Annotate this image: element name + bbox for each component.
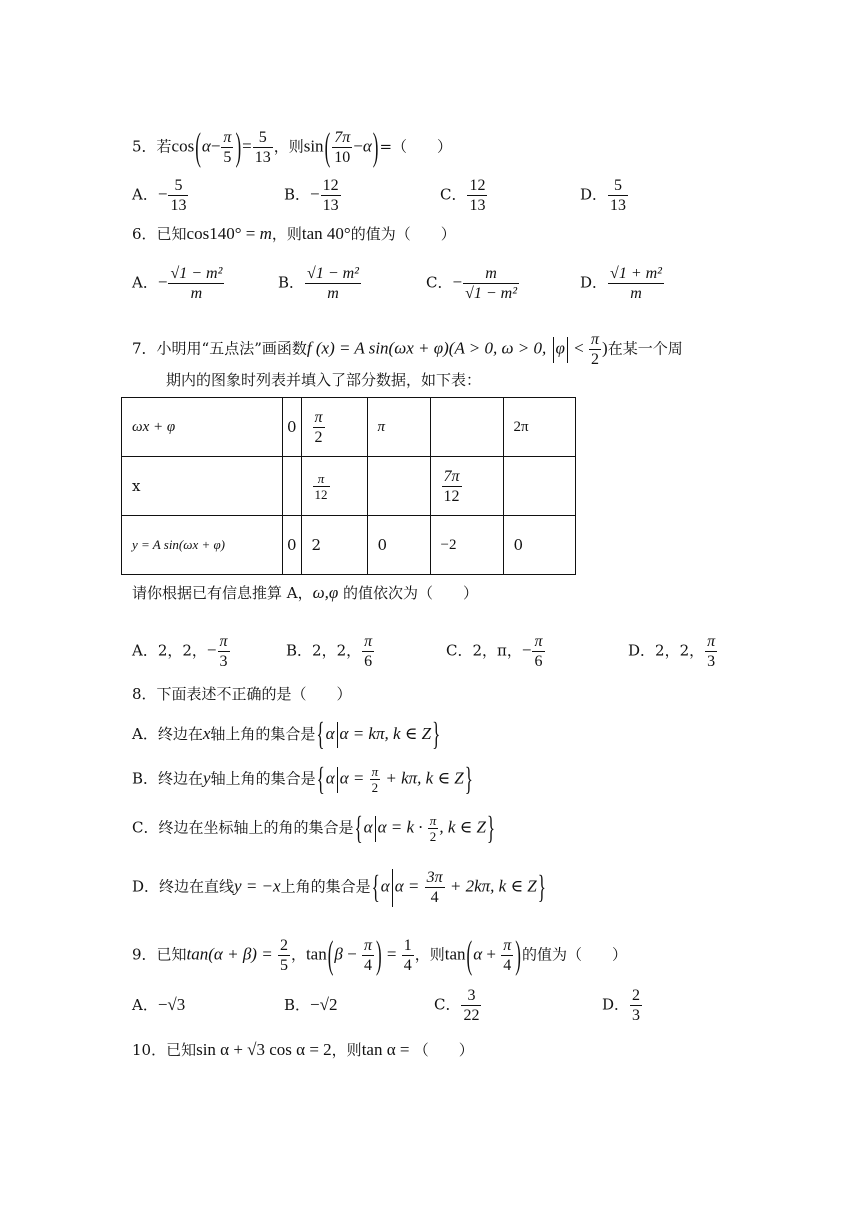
- table-row: ωx + φ 0 $\frac{\pi}{2}$ π 2π: [122, 398, 576, 457]
- q9-option-d: D． $\frac{2}{3}$: [602, 987, 641, 1024]
- q9-option-c: C． $\frac{3}{22}$: [434, 987, 480, 1024]
- q6-option-a: A．− $\frac{\text{√1 − m²}}{m}$: [132, 265, 223, 302]
- q8-option-b: B．终边在y轴上角的集合是{α α = $\frac{\pi}{2}$ + kπ, k ∈ Z}: [132, 760, 473, 797]
- q8-option-c: C．终边在坐标轴上的角的集合是{α α = k · $\frac{\pi}{2}$ , k ∈ Z}: [132, 809, 496, 846]
- q7-option-c: C．2，π，− $\frac{\pi}{6}$: [446, 633, 543, 670]
- q9-option-b: B．−√2: [284, 995, 338, 1014]
- q7-option-b: B．2，2， $\frac{\pi}{6}$: [286, 633, 373, 670]
- q6-option-d: D． $\frac{\text{√1 + m²}}{m}$: [580, 265, 662, 302]
- table-row: x $\frac{\pi}{12}$ $\frac{7\pi}{12}$: [122, 457, 576, 516]
- q10-stem: 10．已知sin α + √3 cos α = 2，则tan α = （ ）: [132, 1040, 474, 1059]
- q6-stem: 6．已知cos140° = m，则tan 40°的值为（ ）: [132, 224, 456, 243]
- q7-option-d: D．2，2， $\frac{\pi}{3}$: [628, 633, 716, 670]
- q5-option-b: B．− $\frac{12}{13}$: [284, 177, 339, 214]
- q8-stem: 8．下面表述不正确的是（ ）: [132, 685, 352, 703]
- table-row: y = A sin(ωx + φ) 0 2 0 −2 0: [122, 516, 576, 575]
- q7-question: 请你根据已有信息推算 A，ω,φ 的值依次为（ ）: [132, 583, 479, 602]
- q7-option-a: A．2，2，− $\frac{\pi}{3}$: [132, 633, 228, 670]
- q6-option-b: B． $\frac{\text{√1 − m²}}{m}$: [278, 265, 359, 302]
- q7-stem-line1: 7．小明用“五点法”画函数f (x) = A sin(ωx + φ)(A > 0, ω > 0, φ < $\frac{\pi}{2}$ )在某一个周: [132, 331, 683, 368]
- q7-table: [121, 397, 576, 575]
- q6-option-c: C．− $\frac{m}{\text{√1 − m²}}$: [426, 265, 518, 302]
- q8-option-a: A．终边在x轴上角的集合是{α α = kπ, k ∈ Z}: [132, 716, 441, 753]
- q5-stem: 5．若cos(α− $\frac{\pi}{5}$ )= $\frac{5}{13}$ ，则sin( $\frac{7\pi}{10}$ −α)=（ ）: [132, 124, 453, 169]
- q7-stem-line2: 期内的图象时列表并填入了部分数据，如下表：: [166, 371, 482, 389]
- q9-option-a: A．−√3: [132, 995, 186, 1014]
- q5-option-a: A．− $\frac{5}{13}$: [132, 177, 187, 214]
- q8-option-d: D．终边在直线y = −x上角的集合是{α α = $\frac{3\pi}{4}$ + 2kπ, k ∈ Z}: [132, 868, 546, 906]
- q9-stem: 9．已知tan(α + β) = $\frac{2}{5}$ ，tan(β − $\frac{\pi}{4}$ ) = $\frac{1}{4}$ ，则tan(α + $\frac{\pi}{4}$ )的值为（ ）: [132, 932, 627, 977]
- q5-option-d: D． $\frac{5}{13}$: [580, 177, 627, 214]
- q5-option-c: C． $\frac{12}{13}$: [440, 177, 486, 214]
